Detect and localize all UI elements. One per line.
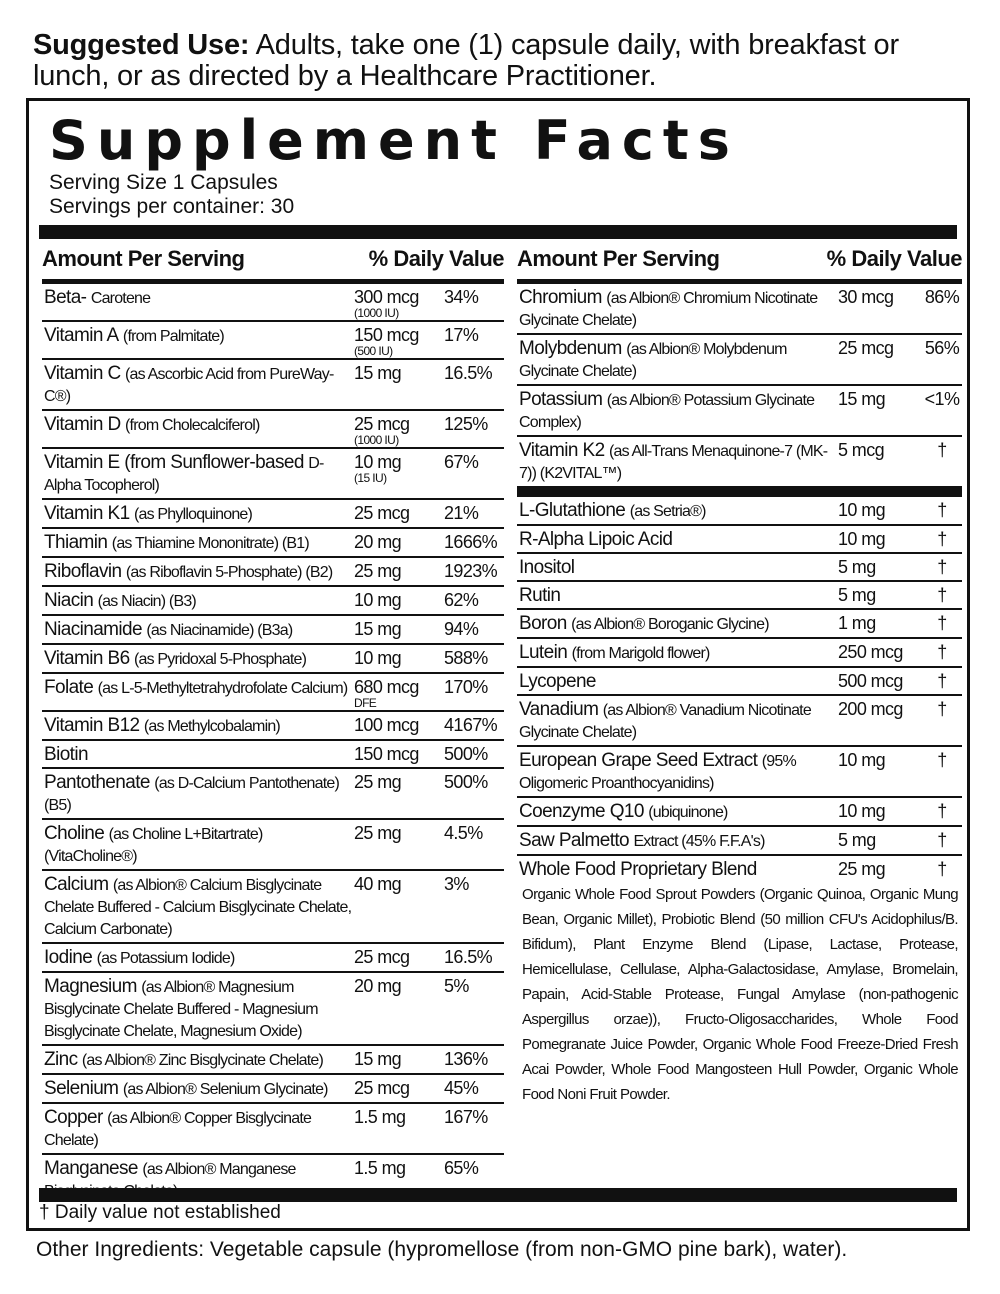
daily-value: 4167% [444,715,498,735]
amount-cell [838,696,922,745]
amount-value: 200 mcg [838,699,903,719]
daily-value: 86% [924,287,960,307]
nutrient-source: (from Palmitate) [122,328,224,345]
amount-cell [354,616,444,643]
nutrient-source: (from Marigold flower) [571,645,710,662]
amount-value: 25 mcg [838,338,894,358]
nutrient-source: (as Niacin) (B3) [97,593,196,610]
nutrient-name-cell [517,639,838,666]
amount-value: 680 mcg [354,677,419,697]
nutrient-row [517,798,962,827]
bottom-divider [39,1188,957,1202]
servings-per-container: Servings per container: 30 [49,195,295,218]
amount-cell [354,944,444,971]
nutrient-row [517,610,962,639]
amount-value: 40 mg [354,874,402,894]
nutrient-name: Vitamin K1 [44,503,130,524]
nutrient-name: Beta- [44,287,87,308]
nutrient-source: (95% Oligomeric Proanthocyanidins) [519,753,796,792]
nutrient-name-cell [42,944,354,971]
nutrient-name-cell [517,610,838,637]
amount-value: 25 mcg [354,414,410,434]
nutrient-name-cell [42,1104,354,1153]
nutrient-name: Saw Palmetto [519,830,630,851]
amount-value: 25 mcg [354,1078,410,1098]
nutrient-row [42,741,504,769]
amount-cell [838,554,922,580]
nutrient-name-cell [42,645,354,672]
nutrient-row [517,335,962,386]
nutrient-source: (from Cholecalciferol) [125,417,260,434]
nutrient-name-cell [42,284,354,320]
daily-value: † [937,613,947,633]
nutrient-name: Rutin [519,585,561,606]
nutrient-name-cell [42,973,354,1044]
daily-value: 3% [444,874,469,894]
amount-cell [354,674,444,710]
nutrient-row [517,639,962,668]
daily-value: 16.5% [444,947,493,967]
amount-value: 1.5 mg [354,1158,406,1178]
nutrient-source: (as Pyridoxal 5-Phosphate) [133,651,307,668]
nutrient-name-cell [42,674,354,710]
nutrient-name: Vitamin A [44,325,119,346]
amount-cell [354,741,444,767]
nutrient-name-cell [42,529,354,556]
nutrient-row [517,668,962,696]
nutrient-row [517,526,962,554]
amount-cell [354,1046,444,1073]
nutrient-source: (as Albion® Chromium Nicotinate Glycinate Chelate) [519,290,818,329]
nutrient-name-cell [517,668,838,694]
nutrient-row [517,747,962,798]
top-divider [39,225,957,239]
nutrient-row [42,529,504,558]
nutrient-name: Coenzyme Q10 [519,801,644,822]
daily-value: 125% [444,414,488,434]
nutrient-source: (as Riboflavin 5-Phosphate) (B2) [125,564,333,581]
amount-value: 5 mg [838,830,876,850]
daily-value: 62% [444,590,479,610]
amount-value: 15 mg [354,619,402,639]
amount-cell [838,798,922,825]
nutrient-name: Vitamin K2 [519,440,605,461]
nutrient-row [42,322,504,360]
amount-cell [354,769,444,818]
amount-value: 15 mg [354,1049,402,1069]
nutrient-name: Zinc [44,1049,78,1070]
proprietary-blend-text: Organic Whole Food Sprout Powders (Organic Quinoa, Organic Mung Bean, Organic Millet), Probiotic Blend (50 million CFU's Acidophilus/B. Bifidum), Plant Enzyme Blend (Lipase, Lactase, Protease, Hemicellulase, Cellulase, Alpha-Galactosidase, Amylase, Bromelain, Papain, Acid-Stable Protease, Fungal Amylase (non-pathogenic Aspergillus orzae)), Fructo-Oligosaccharides, Whole Food Pomegranate Juice Powder, Organic Whole Food Freeze-Dried Fresh Acai Powder, Whole Food Mangosteen Hull Powder, Organic Whole Food Noni Fruit Powder. [522,886,958,1103]
nutrient-source: (ubiquinone) [648,804,728,821]
daily-value: † [937,859,947,879]
nutrient-name-cell [42,741,354,767]
daily-value: 500% [444,744,488,764]
nutrient-row [42,587,504,616]
serving-size: Serving Size 1 Capsules [49,171,278,194]
amount-value: 5 mcg [838,440,885,460]
amount-header: Amount Per Serving [517,246,720,271]
nutrient-name: Vanadium [519,699,599,720]
daily-value: 65% [444,1158,479,1178]
amount-value: 25 mg [354,561,402,581]
nutrient-row [42,1104,504,1155]
daily-value: † [937,557,947,577]
daily-value: 4.5% [444,823,483,843]
nutrient-row [42,674,504,712]
daily-value: 1666% [444,532,498,552]
nutrient-name-cell [517,856,838,882]
daily-value: 500% [444,772,488,792]
nutrient-source: (as Choline L+Bitartrate) (VitaCholine®) [44,826,263,865]
suggested-use-text: Adults, take one (1) capsule daily, with breakfast or lunch, or as directed by a Healthcare Practitioner. [33,29,899,92]
nutrient-source: (as Albion® Molybdenum Glycinate Chelate) [519,341,787,380]
nutrient-row [42,645,504,674]
nutrient-name-cell [517,386,838,435]
nutrient-source: (as Albion® Potassium Glycinate Complex) [519,392,815,431]
nutrient-source: (as Thiamine Mononitrate) (B1) [111,535,309,552]
amount-value: 100 mcg [354,715,419,735]
amount-value: 10 mg [838,529,886,549]
nutrient-name-cell [517,554,838,580]
nutrient-name-cell [517,582,838,608]
nutrient-name-cell [517,747,838,796]
nutrient-row [42,360,504,411]
nutrient-source: (as Setria®) [629,503,706,520]
nutrient-name: Lutein [519,642,568,663]
amount-value: 1.5 mg [354,1107,406,1127]
nutrient-name: Thiamin [44,532,108,553]
nutrient-name: Niacin [44,590,94,611]
daily-value: 21% [444,503,479,523]
amount-cell [354,411,444,447]
amount-cell [354,973,444,1044]
nutrient-name-cell [42,1075,354,1102]
nutrient-name-cell [42,1046,354,1073]
amount-cell [838,610,922,637]
nutrient-source: (as Niacinamide) (B3a) [146,622,293,639]
amount-cell [838,284,922,333]
amount-unit: (1000 IU) [354,306,399,320]
nutrient-name-cell [517,497,838,524]
nutrient-name-cell [517,526,838,552]
nutrient-row [517,497,962,526]
daily-value: † [937,500,947,520]
nutrient-row [517,856,962,882]
daily-value: <1% [924,389,960,409]
nutrient-name: Lycopene [519,671,596,692]
daily-value: 170% [444,677,488,697]
daily-value: 588% [444,648,488,668]
amount-value: 10 mg [354,590,402,610]
nutrient-name: Biotin [44,744,88,765]
amount-cell [354,1075,444,1102]
amount-value: 10 mg [838,750,886,770]
nutrient-name-cell [517,696,838,745]
nutrient-source: (as L-5-Methyltetrahydrofolate Calcium) [97,680,348,697]
amount-value: 10 mg [354,648,402,668]
nutrient-name-cell [42,616,354,643]
amount-cell [838,526,922,552]
nutrient-source: (as Potassium Iodide) [96,950,235,967]
amount-cell [838,582,922,608]
nutrient-name-cell [42,322,354,358]
footnote: † Daily value not established [39,1202,281,1223]
left-column [42,239,504,1204]
amount-cell [838,668,922,694]
amount-cell [354,1104,444,1153]
amount-cell [354,322,444,358]
nutrient-source: (as Albion® Vanadium Nicotinate Glycinate Chelate) [519,702,811,741]
nutrient-name-cell [42,500,354,527]
amount-cell [354,284,444,320]
nutrient-source: (as Albion® Selenium Glycinate) [122,1081,328,1098]
nutrient-row [42,284,504,322]
nutrient-source: (as Albion® Boroganic Glycine) [571,616,769,633]
daily-value: 167% [444,1107,488,1127]
nutrient-row [42,1046,504,1075]
nutrient-source: (as Albion® Magnesium Bisglycinate Chelate Buffered - Magnesium Bisglycinate Chelate, Magnesium Oxide) [44,979,318,1040]
left-column-header [42,239,504,284]
amount-value: 5 mg [838,585,876,605]
amount-value: 25 mg [354,772,402,792]
supplement-facts-panel [26,98,970,1231]
nutrient-row [42,558,504,587]
nutrient-source: (as Albion® Calcium Bisglycinate Chelate Buffered - Calcium Bisglycinate Chelate, Calcium Carbonate) [44,877,352,938]
right-column [517,239,962,1107]
nutrient-source: D-Alpha Tocopherol) [44,455,324,494]
suggested-use-label: Suggested Use: [33,29,250,61]
panel-title: Supplement Facts [49,109,739,172]
nutrient-row [42,500,504,529]
amount-unit: (1000 IU) [354,433,399,447]
nutrient-name-cell [42,587,354,614]
amount-unit: (500 IU) [354,344,393,358]
nutrient-name-cell [42,449,354,498]
nutrient-source: (as Albion® Manganese [142,1161,296,1178]
amount-value: 10 mg [838,500,886,520]
daily-value: † [937,585,947,605]
nutrient-row [517,827,962,856]
nutrient-row [42,1075,504,1104]
nutrient-source: (as D-Calcium Pantothenate)(B5) [44,775,339,814]
amount-value: 150 mcg [354,744,419,764]
amount-value: 150 mcg [354,325,419,345]
right-rows [517,284,962,486]
daily-value: † [937,830,947,850]
amount-value: 20 mg [354,532,402,552]
amount-cell [354,529,444,556]
amount-cell [838,639,922,666]
nutrient-row [517,582,962,610]
nutrient-source: (as Phylloquinone) [133,506,253,523]
nutrient-name: Selenium [44,1078,119,1099]
nutrient-row [42,449,504,500]
amount-cell [838,827,922,854]
nutrient-name-cell [517,335,838,384]
nutrient-source: (as Methylcobalamin) [143,718,280,735]
nutrient-row [42,973,504,1046]
other-ingredients: Other Ingredients: Vegetable capsule (hypromellose (from non-GMO pine bark), water). [36,1238,848,1261]
dv-header: % Daily Value [826,246,962,271]
nutrient-row [517,386,962,437]
daily-value: † [937,642,947,662]
nutrient-name-cell [42,820,354,869]
nutrient-name-cell [42,360,354,409]
daily-value: 136% [444,1049,488,1069]
amount-cell [354,587,444,614]
daily-value: † [937,440,947,460]
nutrient-source: Carotene [90,290,151,307]
nutrient-name: L-Glutathione [519,500,626,521]
nutrient-row [42,712,504,741]
amount-cell [354,449,444,498]
left-rows [42,284,504,1204]
nutrient-name-cell [517,798,838,825]
nutrient-row [42,944,504,973]
daily-value: 45% [444,1078,479,1098]
daily-value: † [937,671,947,691]
daily-value: 94% [444,619,479,639]
nutrient-source: Extract (45% F.F.A's) [633,833,765,850]
daily-value: † [937,529,947,549]
nutrient-name: Magnesium [44,976,137,997]
amount-value: 25 mcg [354,947,410,967]
amount-cell [354,558,444,585]
daily-value: † [937,699,947,719]
nutrient-row [517,284,962,335]
nutrient-name: Riboflavin [44,561,122,582]
nutrient-name: Vitamin B12 [44,715,140,736]
nutrient-name-cell [517,437,838,486]
nutrient-source: (as Albion® Zinc Bisglycinate Chelate) [81,1052,323,1069]
nutrient-source: (as All-Trans Menaquinone-7 (MK-7)) (K2VITAL™) [519,443,828,482]
daily-value: 16.5% [444,363,493,383]
daily-value: 34% [444,287,479,307]
nutrient-name-cell [42,712,354,739]
nutrient-row [42,820,504,871]
daily-value: 5% [444,976,469,996]
daily-value: 17% [444,325,479,345]
amount-cell [838,386,922,435]
daily-value: † [937,750,947,770]
nutrient-name-cell [517,284,838,333]
nutrient-name: Vitamin B6 [44,648,130,669]
amount-value: 10 mg [838,801,886,821]
section-divider [517,486,962,497]
amount-value: 25 mg [838,859,886,879]
nutrient-name: European Grape Seed Extract [519,750,758,771]
nutrient-name: Potassium [519,389,603,410]
amount-value: 25 mg [354,823,402,843]
amount-value: 1 mg [838,613,876,633]
amount-value: 20 mg [354,976,402,996]
nutrient-name: Iodine [44,947,93,968]
amount-value: 500 mcg [838,671,903,691]
serving-info [49,171,294,219]
nutrient-name: Inositol [519,557,575,578]
daily-value: 1923% [444,561,498,581]
nutrient-row [42,871,504,944]
right-rows-2 [517,497,962,882]
amount-value: 30 mcg [838,287,894,307]
nutrient-name: Choline [44,823,105,844]
amount-cell [838,335,922,384]
suggested-use [33,30,973,92]
nutrient-name-cell [517,827,838,854]
amount-value: 15 mg [838,389,886,409]
nutrient-row [517,696,962,747]
nutrient-row [42,616,504,645]
amount-value: 25 mcg [354,503,410,523]
nutrient-row [42,411,504,449]
amount-header: Amount Per Serving [42,246,245,271]
nutrient-name: Copper [44,1107,103,1128]
nutrient-row [517,554,962,582]
nutrient-row [42,769,504,820]
amount-cell [354,360,444,409]
daily-value: 56% [924,338,960,358]
nutrient-name: Whole Food Proprietary Blend [519,859,757,880]
nutrient-name: Molybdenum [519,338,622,359]
nutrient-name: Vitamin C [44,363,121,384]
amount-cell [354,500,444,527]
amount-value: 5 mg [838,557,876,577]
nutrient-name: Folate [44,677,94,698]
amount-value: 300 mcg [354,287,419,307]
nutrient-source: (as Albion® Copper Bisglycinate Chelate) [44,1110,312,1149]
nutrient-name-cell [42,769,354,818]
nutrient-name-cell [42,558,354,585]
amount-value: 10 mg [354,452,402,472]
amount-value: 15 mg [354,363,402,383]
daily-value: 67% [444,452,479,472]
nutrient-name: Boron [519,613,567,634]
nutrient-name: Niacinamide [44,619,142,640]
amount-unit: DFE [354,696,377,710]
right-column-header [517,239,962,284]
nutrient-name-cell [42,411,354,447]
nutrient-name: Manganese [44,1158,138,1179]
amount-cell [838,856,922,882]
amount-cell [354,712,444,739]
amount-cell [838,747,922,796]
nutrient-row [517,437,962,486]
dv-header: % Daily Value [368,246,504,271]
amount-cell [838,437,922,486]
amount-cell [354,820,444,869]
nutrient-source: (as Ascorbic Acid from PureWay-C®) [44,366,334,405]
nutrient-name: Pantothenate [44,772,150,793]
daily-value: † [937,801,947,821]
amount-cell [354,645,444,672]
nutrient-name: Vitamin E (from Sunflower-based [44,452,304,473]
amount-unit: (15 IU) [354,471,387,485]
nutrient-name-cell [42,871,354,942]
nutrient-name: Calcium [44,874,109,895]
amount-cell [838,497,922,524]
amount-value: 250 mcg [838,642,903,662]
amount-cell [354,871,444,942]
nutrient-name: Vitamin D [44,414,121,435]
nutrient-name: Chromium [519,287,602,308]
nutrient-name: R-Alpha Lipoic Acid [519,529,673,550]
